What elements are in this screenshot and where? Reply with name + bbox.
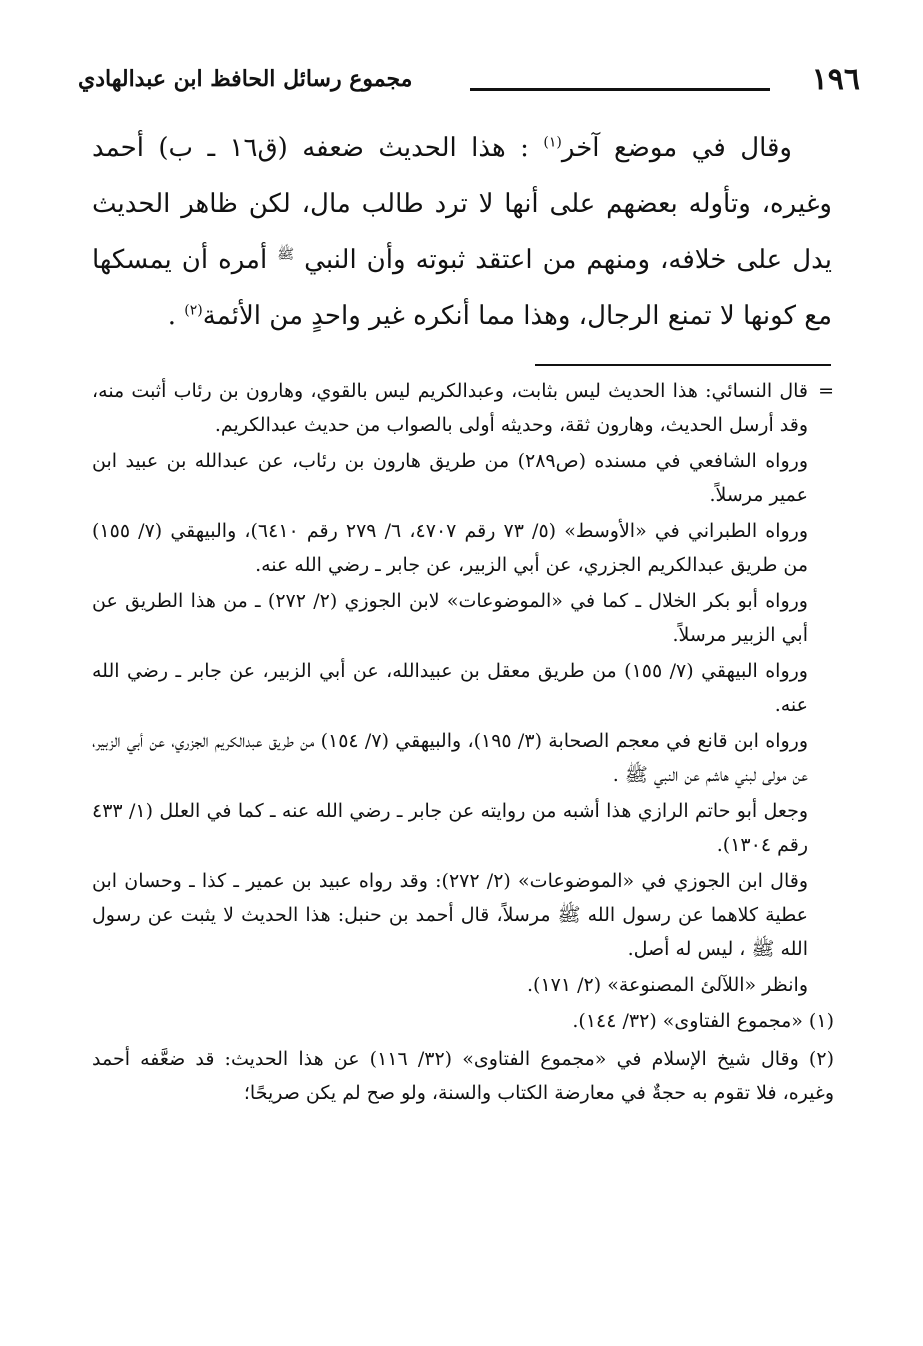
footnote-paragraph: ورواه الطبراني في «الأوسط» (٥/ ٧٣ رقم ٤٧٠٧، ٦/ ٢٧٩ رقم ٦٤١٠)، والبيهقي (٧/ ١٥٥) من طريق عبدالكريم الجزري، عن أبي الزبير، عن جابر ـ رضي الله عنه. (92, 520, 809, 576)
footnote-paragraph: ورواه البيهقي (٧/ ١٥٥) من طريق معقل بن عبيدالله، عن أبي الزبير، عن جابر ـ رضي الله عنه. (92, 660, 808, 716)
main-text-part: أمره أن يمسكها مع كونها لا تمنع الرجال، وهذا مما أنكره غير واحدٍ من الأئمة (92, 245, 832, 331)
salla-glyph: ﷺ (277, 246, 295, 263)
main-text (92, 120, 832, 344)
main-paragraph (92, 120, 832, 344)
header-rule (470, 88, 770, 91)
footnote-paragraph: وقال ابن الجوزي في «الموضوعات» (٢/ ٢٧٢): وقد رواه عبيد بن عمير ـ كذا ـ وحسان ابن عطية كلاهما عن رسول الله ﷺ مرسلاً، قال أحمد بن حنبل: هذا الحديث لا يثبت عن رسول الله ﷺ ، ليس له أصل. (92, 870, 808, 960)
page-header (60, 60, 860, 104)
footnotes (92, 374, 834, 1114)
footnote-ref-1: (١) (543, 134, 562, 151)
footnote-2: (٢) وقال شيخ الإسلام في «مجموع الفتاوى» (٣٢/ ١١٦) عن هذا الحديث: قد ضعَّفه أحمد وغيره، فلا تقوم به حجةٌ في معارضة الكتاب والسنة، ولو صح لم يكن صريحًا؛ (92, 1048, 834, 1104)
footnote-paragraph: ورواه الشافعي في مسنده (ص٢٨٩) من طريق هارون بن رئاب، عن عبدالله بن عبيد ابن عمير مرسلاً. (92, 450, 808, 506)
main-text-end: . (167, 301, 185, 331)
footnote-separator (535, 364, 831, 366)
footnote-paragraph: وانظر «اللآلئ المصنوعة» (٢/ ١٧١). (527, 974, 808, 996)
footnote-paragraph: ورواه ابن قانع في معجم الصحابة (٣/ ١٩٥)، والبيهقي (٧/ ١٥٤) من طريق عبدالكريم الجزري، عن أبي الزبير، عن مولى لبني هاشم عن النبي ﷺ . (92, 730, 809, 786)
footnote-1: (١) «مجموع الفتاوى» (٣٢/ ١٤٤). (572, 1010, 834, 1032)
footnote-ref-2: (٢) (184, 302, 203, 319)
continuation-mark: = (818, 380, 834, 402)
page-number: ١٩٦ (811, 62, 860, 97)
main-text-part: وقال في موضع آخر (561, 133, 792, 163)
footnote-text: قال النسائي: هذا الحديث ليس بثابت، وعبدالكريم ليس بالقوي، وهارون بن رئاب أثبت منه، وقد أرسل الحديث، وهارون ثقة، وحديثه أولى بالصواب من حديث عبدالكريم. (92, 380, 808, 436)
book-title: مجموع رسائل الحافظ ابن عبدالهادي (78, 66, 413, 92)
main-text-part: : هذا الحديث ضعفه (ق١٦ ـ ب) أحمد وغيره، وتأوله بعضهم على أنها لا ترد طالب مال، لكن ظاهر الحديث يدل على خلافه، ومنهم من اعتقد ثبوته وأن النبي (92, 133, 832, 275)
footnote-paragraph (92, 374, 834, 442)
footnote-paragraph: وجعل أبو حاتم الرازي هذا أشبه من روايته عن جابر ـ رضي الله عنه ـ كما في العلل (١/ ٤٣٣ رقم ١٣٠٤). (92, 800, 808, 856)
footnote-paragraph: ورواه أبو بكر الخلال ـ كما في «الموضوعات» لابن الجوزي (٢/ ٢٧٢) ـ من هذا الطريق عن أبي الزبير مرسلاً. (92, 590, 808, 646)
